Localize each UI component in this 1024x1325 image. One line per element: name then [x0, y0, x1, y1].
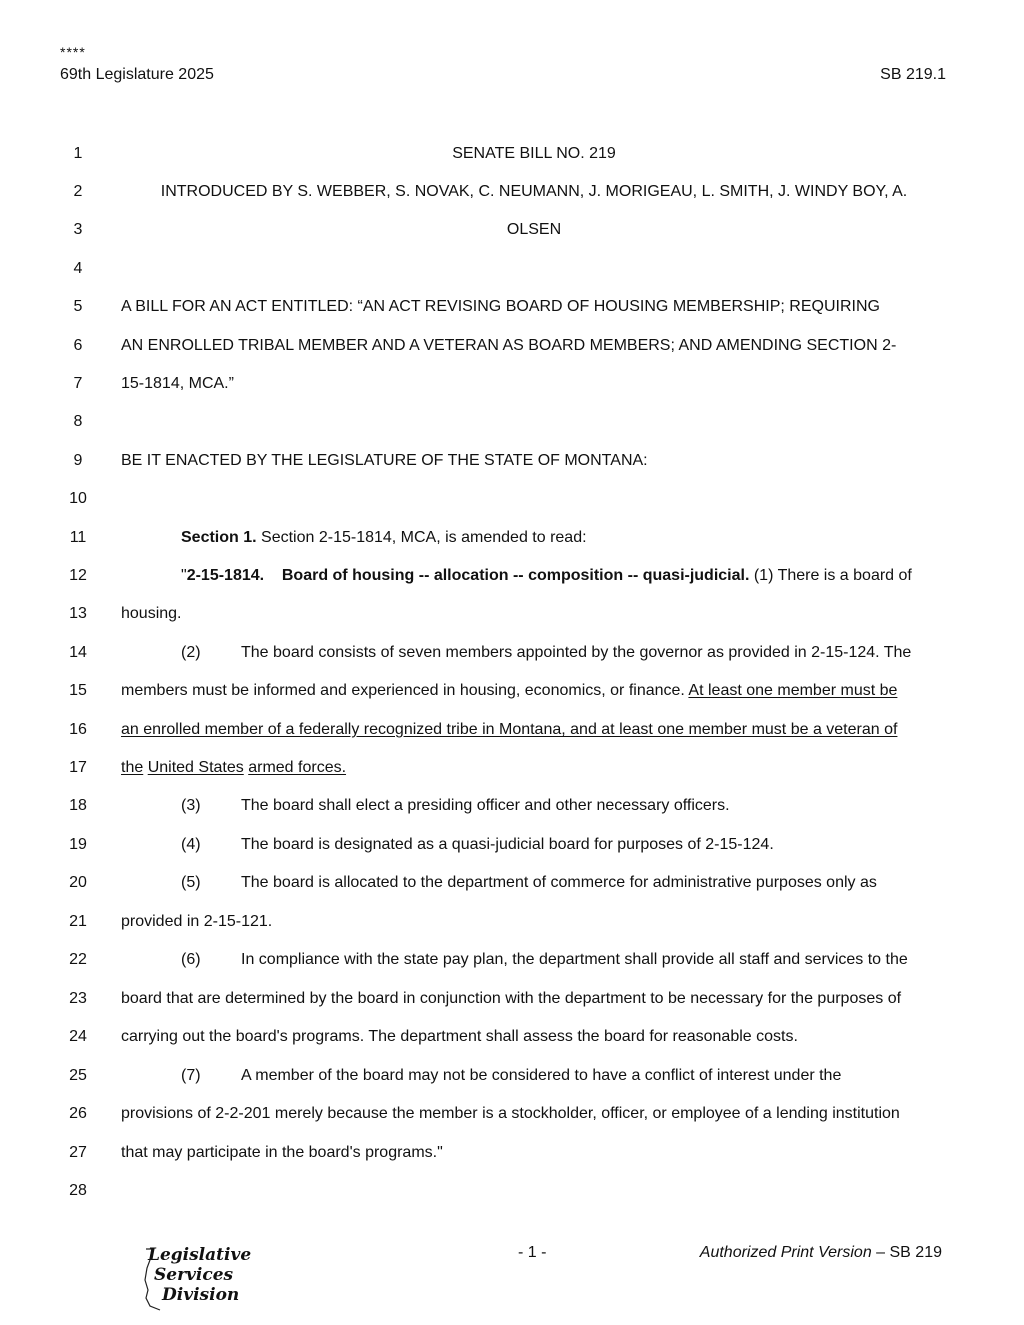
subsection-number: (6) [181, 951, 201, 968]
act-title-cont: AN ENROLLED TRIBAL MEMBER AND A VETERAN AS BOARD MEMBERS; AND AMENDING SECTION 2- [121, 337, 897, 354]
statute-heading [181, 564, 912, 588]
line-number: 2 [73, 183, 83, 200]
logo-word-division: Division [162, 1285, 240, 1305]
section-heading [181, 526, 587, 550]
authorized-label: Authorized Print Version [699, 1244, 872, 1261]
line-8 [0, 410, 1024, 434]
subsection-3-text: The board shall elect a presiding officer and other necessary officers. [241, 797, 730, 814]
line-26 [0, 1102, 1024, 1126]
line-number: 7 [73, 375, 83, 392]
subsection-6-end: carrying out the board's programs. The department shall assess the board for reasonable costs. [121, 1028, 798, 1045]
subsection-2-cont [121, 679, 897, 703]
subsection-number: (3) [181, 797, 201, 814]
line-21 [0, 910, 1024, 934]
line-number: 3 [73, 221, 83, 238]
subsection-5-text: The board is allocated to the department of commerce for administrative purposes only as [241, 874, 877, 891]
line-number: 6 [73, 337, 83, 354]
line-25 [0, 1064, 1024, 1088]
act-title-end: 15-1814, MCA.” [121, 375, 234, 392]
subsection-7-cont: provisions of 2-2-201 merely because the member is a stockholder, officer, or employee of a lending institution [121, 1105, 900, 1122]
subsection-1-text: (1) There is a board of [749, 567, 912, 584]
inserted-text: armed forces. [248, 759, 347, 776]
section-label: Section 1. [181, 529, 257, 546]
line-number: 15 [69, 682, 87, 699]
line-number: 5 [73, 298, 83, 315]
line-1 [0, 142, 1024, 166]
line-number: 26 [69, 1105, 87, 1122]
legislature-session: 69th Legislature 2025 [60, 66, 214, 83]
subsection-4-text: The board is designated as a quasi-judicial board for purposes of 2-15-124. [241, 836, 774, 853]
line-15 [0, 679, 1024, 703]
statute-title: 2-15-1814. Board of housing -- allocation -- composition -- quasi-judicial. [186, 567, 750, 584]
subsection-1-cont: housing. [121, 605, 182, 622]
line-5 [0, 295, 1024, 319]
line-number: 13 [69, 605, 87, 622]
line-20 [0, 871, 1024, 895]
line-number: 19 [69, 836, 87, 853]
line-number: 27 [69, 1144, 87, 1161]
line-10 [0, 487, 1024, 511]
line-number: 12 [69, 567, 87, 584]
enacting-clause: BE IT ENACTED BY THE LEGISLATURE OF THE STATE OF MONTANA: [121, 452, 648, 469]
line-number: 4 [73, 260, 83, 277]
header-stars: **** [60, 44, 86, 60]
act-title: A BILL FOR AN ACT ENTITLED: “AN ACT REVISING BOARD OF HOUSING MEMBERSHIP; REQUIRING [121, 298, 880, 315]
subsection-number: (4) [181, 836, 201, 853]
line-24 [0, 1025, 1024, 1049]
authorized-bill: – SB 219 [871, 1244, 942, 1261]
line-number: 17 [69, 759, 87, 776]
logo-word-legislative: Legislative [148, 1245, 252, 1265]
bill-version-id: SB 219.1 [880, 66, 946, 83]
line-18 [0, 794, 1024, 818]
line-number: 16 [69, 721, 87, 738]
line-number: 8 [73, 413, 83, 430]
line-number: 20 [69, 874, 87, 891]
inserted-text: United States [147, 759, 244, 776]
open-quote: " [181, 567, 187, 584]
page-number: - 1 - [518, 1244, 547, 1261]
inserted-text-end [121, 756, 346, 780]
inserted-text: At least one member must be [688, 682, 898, 699]
sponsors-line: INTRODUCED BY S. WEBBER, S. NOVAK, C. NEUMANN, J. MORIGEAU, L. SMITH, J. WINDY BOY, A. [160, 183, 908, 200]
line-number: 28 [69, 1182, 87, 1199]
line-number: 10 [69, 490, 87, 507]
line-number: 18 [69, 797, 87, 814]
line-17 [0, 756, 1024, 780]
line-28 [0, 1179, 1024, 1203]
line-3 [0, 218, 1024, 242]
subsection-6-text: In compliance with the state pay plan, the department shall provide all staff and services to the [241, 951, 908, 968]
subsection-number: (2) [181, 644, 201, 661]
subsection-5-cont: provided in 2-15-121. [121, 913, 273, 930]
subsection-number: (7) [181, 1067, 201, 1084]
line-number: 11 [69, 529, 87, 546]
inserted-text: an enrolled member of a federally recognized tribe in Montana, and at least one member must be a veteran of [121, 721, 898, 738]
inserted-text: the [121, 759, 144, 776]
line-23 [0, 987, 1024, 1011]
sponsors-line-cont: OLSEN [506, 221, 562, 238]
line-12 [0, 564, 1024, 588]
line-number: 23 [69, 990, 87, 1007]
line-number: 24 [69, 1028, 87, 1045]
subsection-7-end: that may participate in the board's programs." [121, 1144, 443, 1161]
line-6 [0, 334, 1024, 358]
legislative-services-logo [140, 1245, 252, 1312]
line-7 [0, 372, 1024, 396]
subsection-2-text: The board consists of seven members appointed by the governor as provided in 2-15-124. The [241, 644, 912, 661]
subsection-7-text: A member of the board may not be considered to have a conflict of interest under the [241, 1067, 842, 1084]
authorized-print-version [700, 1244, 942, 1262]
line-number: 25 [69, 1067, 87, 1084]
line-11 [0, 526, 1024, 550]
line-9 [0, 449, 1024, 473]
subsection-number: (5) [181, 874, 201, 891]
line-14 [0, 641, 1024, 665]
line-number: 22 [69, 951, 87, 968]
existing-text: members must be informed and experienced in housing, economics, or finance. [121, 682, 689, 699]
bill-title: SENATE BILL NO. 219 [452, 145, 616, 162]
line-13 [0, 602, 1024, 626]
line-number: 21 [69, 913, 87, 930]
line-16 [0, 718, 1024, 742]
logo-word-services: Services [154, 1265, 234, 1285]
line-number: 9 [73, 452, 83, 469]
line-number: 1 [73, 145, 83, 162]
line-number: 14 [69, 644, 87, 661]
subsection-6-cont: board that are determined by the board in conjunction with the department to be necessary for the purposes of [121, 990, 902, 1007]
line-19 [0, 833, 1024, 857]
line-2 [0, 180, 1024, 204]
line-4 [0, 257, 1024, 281]
section-heading-text: Section 2-15-1814, MCA, is amended to read: [256, 529, 587, 546]
line-22 [0, 948, 1024, 972]
line-27 [0, 1141, 1024, 1165]
